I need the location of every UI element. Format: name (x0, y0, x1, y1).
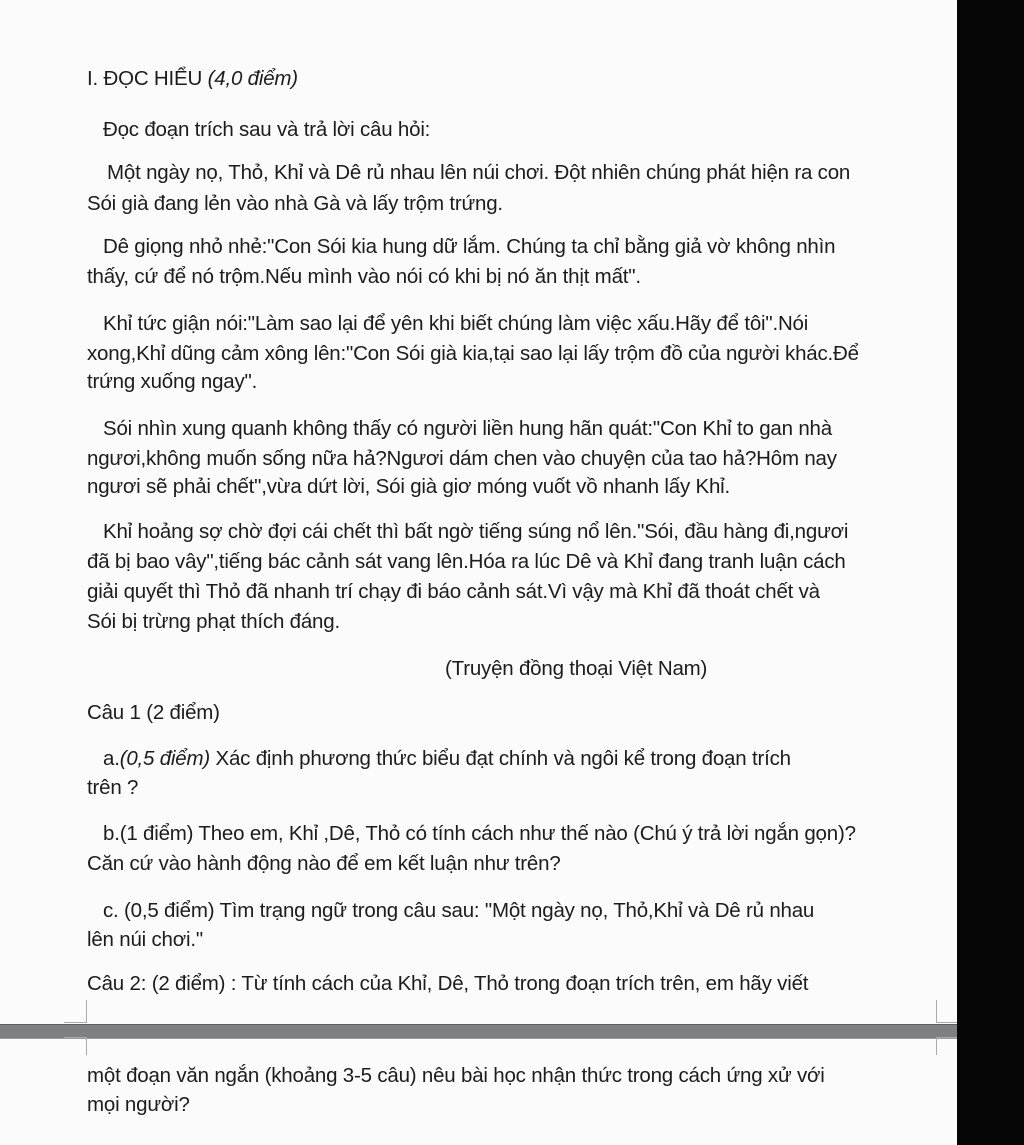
background-edge (957, 0, 1024, 1145)
question1-a (103, 746, 791, 772)
passage-p5-line3: giải quyết thì Thỏ đã nhanh trí chạy đi báo cảnh sát.Vì vậy mà Khỉ đã thoát chết và (87, 580, 820, 603)
passage-p1-line1: Một ngày nọ, Thỏ, Khỉ và Dê rủ nhau lên núi chơi. Đột nhiên chúng phát hiện ra con (107, 161, 851, 184)
passage-p3-line1: Khỉ tức giận nói:"Làm sao lại để yên khi biết chúng làm việc xấu.Hãy để tôi".Nói (103, 312, 809, 335)
question1-c-line2: lên núi chơi." (87, 928, 203, 951)
passage-p3-line2: xong,Khỉ dũng cảm xông lên:"Con Sói già kia,tại sao lại lấy trộm đồ của người khác.Để (87, 342, 859, 365)
question1-a-label: a. (103, 747, 120, 770)
question2-line2: một đoạn văn ngắn (khoảng 3-5 câu) nêu bài học nhận thức trong cách ứng xử với (87, 1064, 825, 1087)
question1-b-line2: Căn cứ vào hành động nào để em kết luận như trên? (87, 852, 561, 875)
question1-title: Câu 1 (2 điểm) (87, 701, 220, 724)
passage-p5-line1: Khỉ hoảng sợ chờ đợi cái chết thì bất ngờ tiếng súng nổ lên."Sói, đầu hàng đi,ngươi (103, 520, 849, 543)
section-heading (87, 66, 298, 92)
passage-p5-line4: Sói bị trừng phạt thích đáng. (87, 610, 340, 633)
page-corner-mark (936, 1037, 957, 1055)
passage-p4-line1: Sói nhìn xung quanh không thấy có người liền hung hãn quát:"Con Khỉ to gan nhà (103, 417, 832, 440)
section-heading-points: (4,0 điểm) (207, 67, 298, 90)
page-corner-mark (936, 1000, 957, 1023)
passage-p4-line3: ngươi sẽ phải chết",vừa dứt lời, Sói già giơ móng vuốt vồ nhanh lấy Khỉ. (87, 475, 731, 498)
question2-text: (2 điểm) : Từ tính cách của Khỉ, Dê, Thỏ trong đoạn trích trên, em hãy viết (146, 972, 809, 995)
page-corner-mark (64, 1000, 87, 1023)
question2-label: Câu 2: (87, 972, 147, 995)
passage-p5-line2: đã bị bao vây",tiếng bác cảnh sát vang lên.Hóa ra lúc Dê và Khỉ đang tranh luận cách (87, 550, 846, 573)
section-heading-title: I. ĐỌC HIỂU (87, 67, 208, 90)
question2-line3: mọi người? (87, 1093, 190, 1116)
question1-a-text: Xác định phương thức biểu đạt chính và ngôi kể trong đoạn trích (209, 747, 791, 770)
instruction: Đọc đoạn trích sau và trả lời câu hỏi: (103, 118, 431, 141)
passage-p2-line2: thấy, cứ để nó trộm.Nếu mình vào nói có khi bị nó ăn thịt mất". (87, 265, 641, 288)
question1-b-line1: b.(1 điểm) Theo em, Khỉ ,Dê, Thỏ có tính cách như thế nào (Chú ý trả lời ngắn gọn)? (103, 822, 856, 845)
page-corner-mark (64, 1037, 87, 1055)
passage-p4-line2: ngươi,không muốn sống nữa hả?Ngươi dám chen vào chuyện của tao hả?Hôm nay (87, 447, 837, 470)
question1-a-points: (0,5 điểm) (119, 747, 210, 770)
passage-p3-line3: trứng xuống ngay". (87, 370, 258, 393)
question2-line1 (87, 971, 808, 997)
passage-source: (Truyện đồng thoại Việt Nam) (445, 657, 708, 680)
passage-p2-line1: Dê giọng nhỏ nhẻ:"Con Sói kia hung dữ lắm. Chúng ta chỉ bằng giả vờ không nhìn (103, 235, 836, 258)
question1-a-line2: trên ? (87, 776, 139, 799)
question1-c-line1: c. (0,5 điểm) Tìm trạng ngữ trong câu sau: "Một ngày nọ, Thỏ,Khỉ và Dê rủ nhau (103, 899, 815, 922)
passage-p1-line2: Sói già đang lẻn vào nhà Gà và lấy trộm trứng. (87, 192, 503, 215)
page-break-separator (0, 1024, 957, 1039)
